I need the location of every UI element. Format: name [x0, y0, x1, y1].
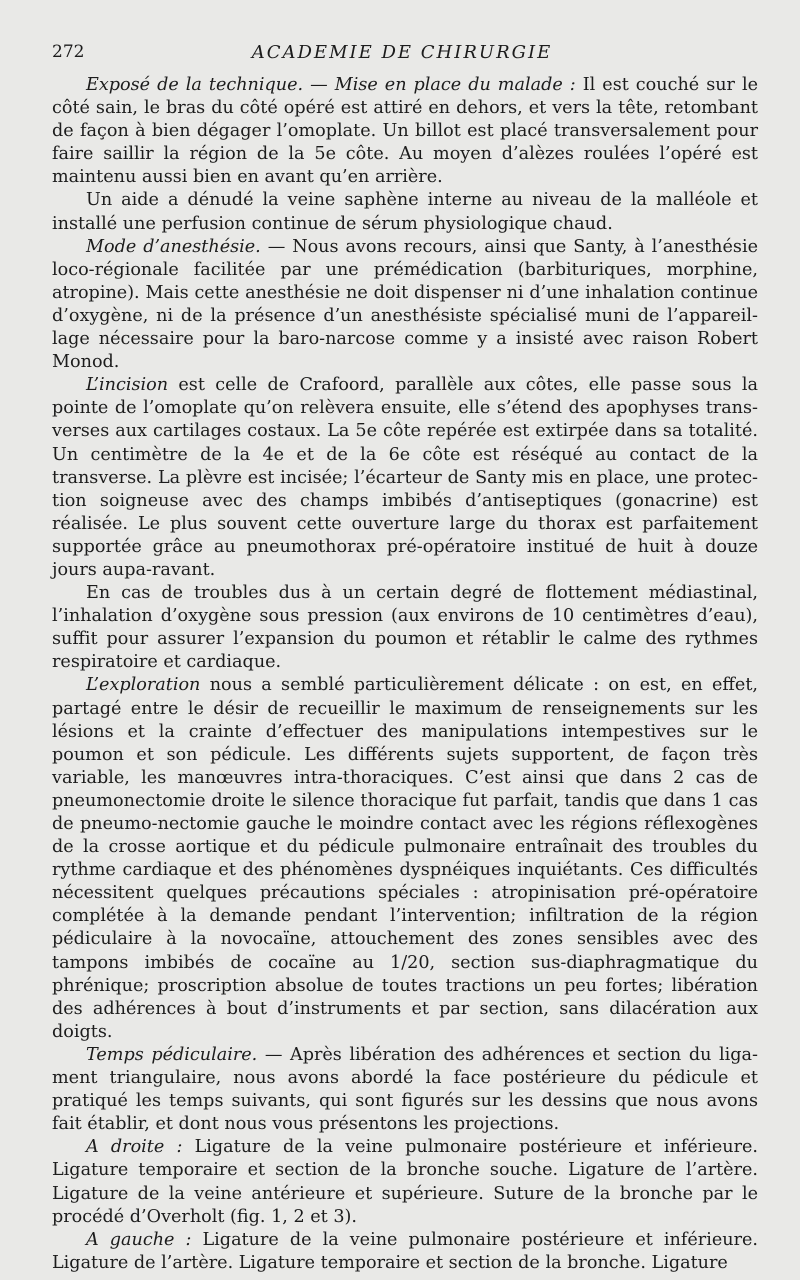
body-text: [52, 74, 758, 1275]
paragraph-text: Un aide a dénudé la veine saphène interne au niveau de la malléole et installé une perfusion continue de sérum physiologique chaud.: [52, 190, 758, 234]
paragraph-text: nous a semblé particulièrement délicate : on est, en effet, partagé entre le désir de recueillir le maximum de renseignements sur les lésions et la crainte d’effectuer des manipulations intempestives sur le poumon et son pédicule. Les différents sujets supportent, de façon très variable, les manœuvres intra-thoraciques. C’est ainsi que dans 2 cas de pneumonectomie droite le silence thoracique fut parfait, tandis que dans 1 cas de pneumo-nectomie gauche le moindre contact avec les régions réflexogènes de la crosse aortique et du pédicule pulmonaire entraînait des troubles du rythme cardiaque et des phénomènes dyspnéiques inquiétants. Ces difficultés nécessitent quelques précautions spéciales : atropinisation pré-opératoire complétée à la demande pendant l’intervention; infiltration de la région pédiculaire à la novocaïne, attouchement des zones sensibles avec des tampons imbibés de cocaïne au 1/20, section sus-diaphragmatique du phrénique; proscription absolue de toutes tractions un peu fortes; libération des adhérences à bout d’instruments et par section, sans dilacération aux doigts.: [52, 675, 758, 1042]
section-lead: Exposé de la technique. — Mise en place du malade :: [86, 75, 576, 95]
paragraph-text: est celle de Crafoord, parallèle aux côtes, elle passe sous la pointe de l’omoplate qu’on relèvera ensuite, elle s’étend des apophyses trans-verses aux cartilages costaux. La 5e côte repérée est extirpée dans sa totalité. Un centimètre de la 4e et de la 6e côte est réséqué au contact de la transverse. La plèvre est incisée; l’écarteur de Santy mis en place, une protec-tion soigneuse avec des champs imbibés d’antiseptiques (gonacrine) est réalisée. Le plus souvent cette ouverture large du thorax est parfaitement supportée grâce au pneumothorax pré-opératoire institué de huit à douze jours aupa-ravant.: [52, 375, 758, 580]
paragraph: [52, 189, 758, 235]
section-lead: Temps pédiculaire.: [86, 1044, 258, 1065]
paragraph: [52, 582, 758, 674]
paragraph: [52, 236, 758, 375]
paragraph-text: Ligature de la veine pulmonaire postérieure et inférieure. Ligature de l’artère. Ligature temporaire et section de la bronche. Ligature: [52, 1229, 758, 1273]
running-title: ACADEMIE DE CHIRURGIE: [251, 42, 553, 63]
paragraph: [52, 374, 758, 582]
paragraph-text: Il est couché sur le côté sain, le bras du côté opéré est attiré en dehors, et vers la tête, retombant de façon à bien dégager l’omoplate. Un billot est placé transversalement pour faire saillir la région de la 5e côte. Au moyen d’alèzes roulées l’opéré est maintenu aussi bien en avant qu’en arrière.: [52, 75, 759, 188]
paragraph: [52, 1136, 758, 1228]
paragraph: [52, 1044, 758, 1136]
section-lead: A gauche :: [86, 1229, 192, 1250]
paragraph-text: — Après libération des adhérences et section du liga-ment triangulaire, nous avons abordé la face postérieure du pédicule et pratiqué les temps suivants, qui sont figurés sur les dessins que nous avons fait établir, et dont nous vous présentons les projections.: [52, 1044, 758, 1135]
section-lead: L’incision: [86, 375, 169, 396]
paragraph-text: Ligature de la veine pulmonaire postérieure et inférieure. Ligature temporaire et section de la bronche souche. Ligature de l’artère. Ligature de la veine antérieure et supérieure. Suture de la bronche par le procédé d’Overholt (fig. 1, 2 et 3).: [52, 1137, 758, 1227]
page-header: [52, 42, 752, 68]
section-lead: L’exploration: [86, 675, 201, 696]
section-lead: A droite :: [86, 1137, 183, 1158]
paragraph-text: — Nous avons recours, ainsi que Santy, à l’anesthésie loco-régionale facilitée par une prémédication (barbituriques, morphine, atropine). Mais cette anesthésie ne doit dispenser ni d’une inhalation continue d’oxygène, ni de la présence d’un anesthésiste spécialisé muni de l’appareil-lage nécessaire pour la baro-narcose comme y a insisté avec raison Robert Monod.: [52, 236, 758, 373]
paragraph: [52, 1229, 758, 1275]
paragraph: [52, 74, 758, 189]
paragraph: [52, 674, 758, 1044]
section-lead: Mode d’anesthésie.: [86, 236, 261, 257]
paragraph-text: En cas de troubles dus à un certain degré de flottement médiastinal, l’inhalation d’oxygène sous pression (aux environs de 10 centimètres d’eau), suffit pour assurer l’expansion du poumon et rétablir le calme des rythmes respiratoire et cardiaque.: [52, 583, 758, 673]
page-number: 272: [52, 42, 85, 62]
